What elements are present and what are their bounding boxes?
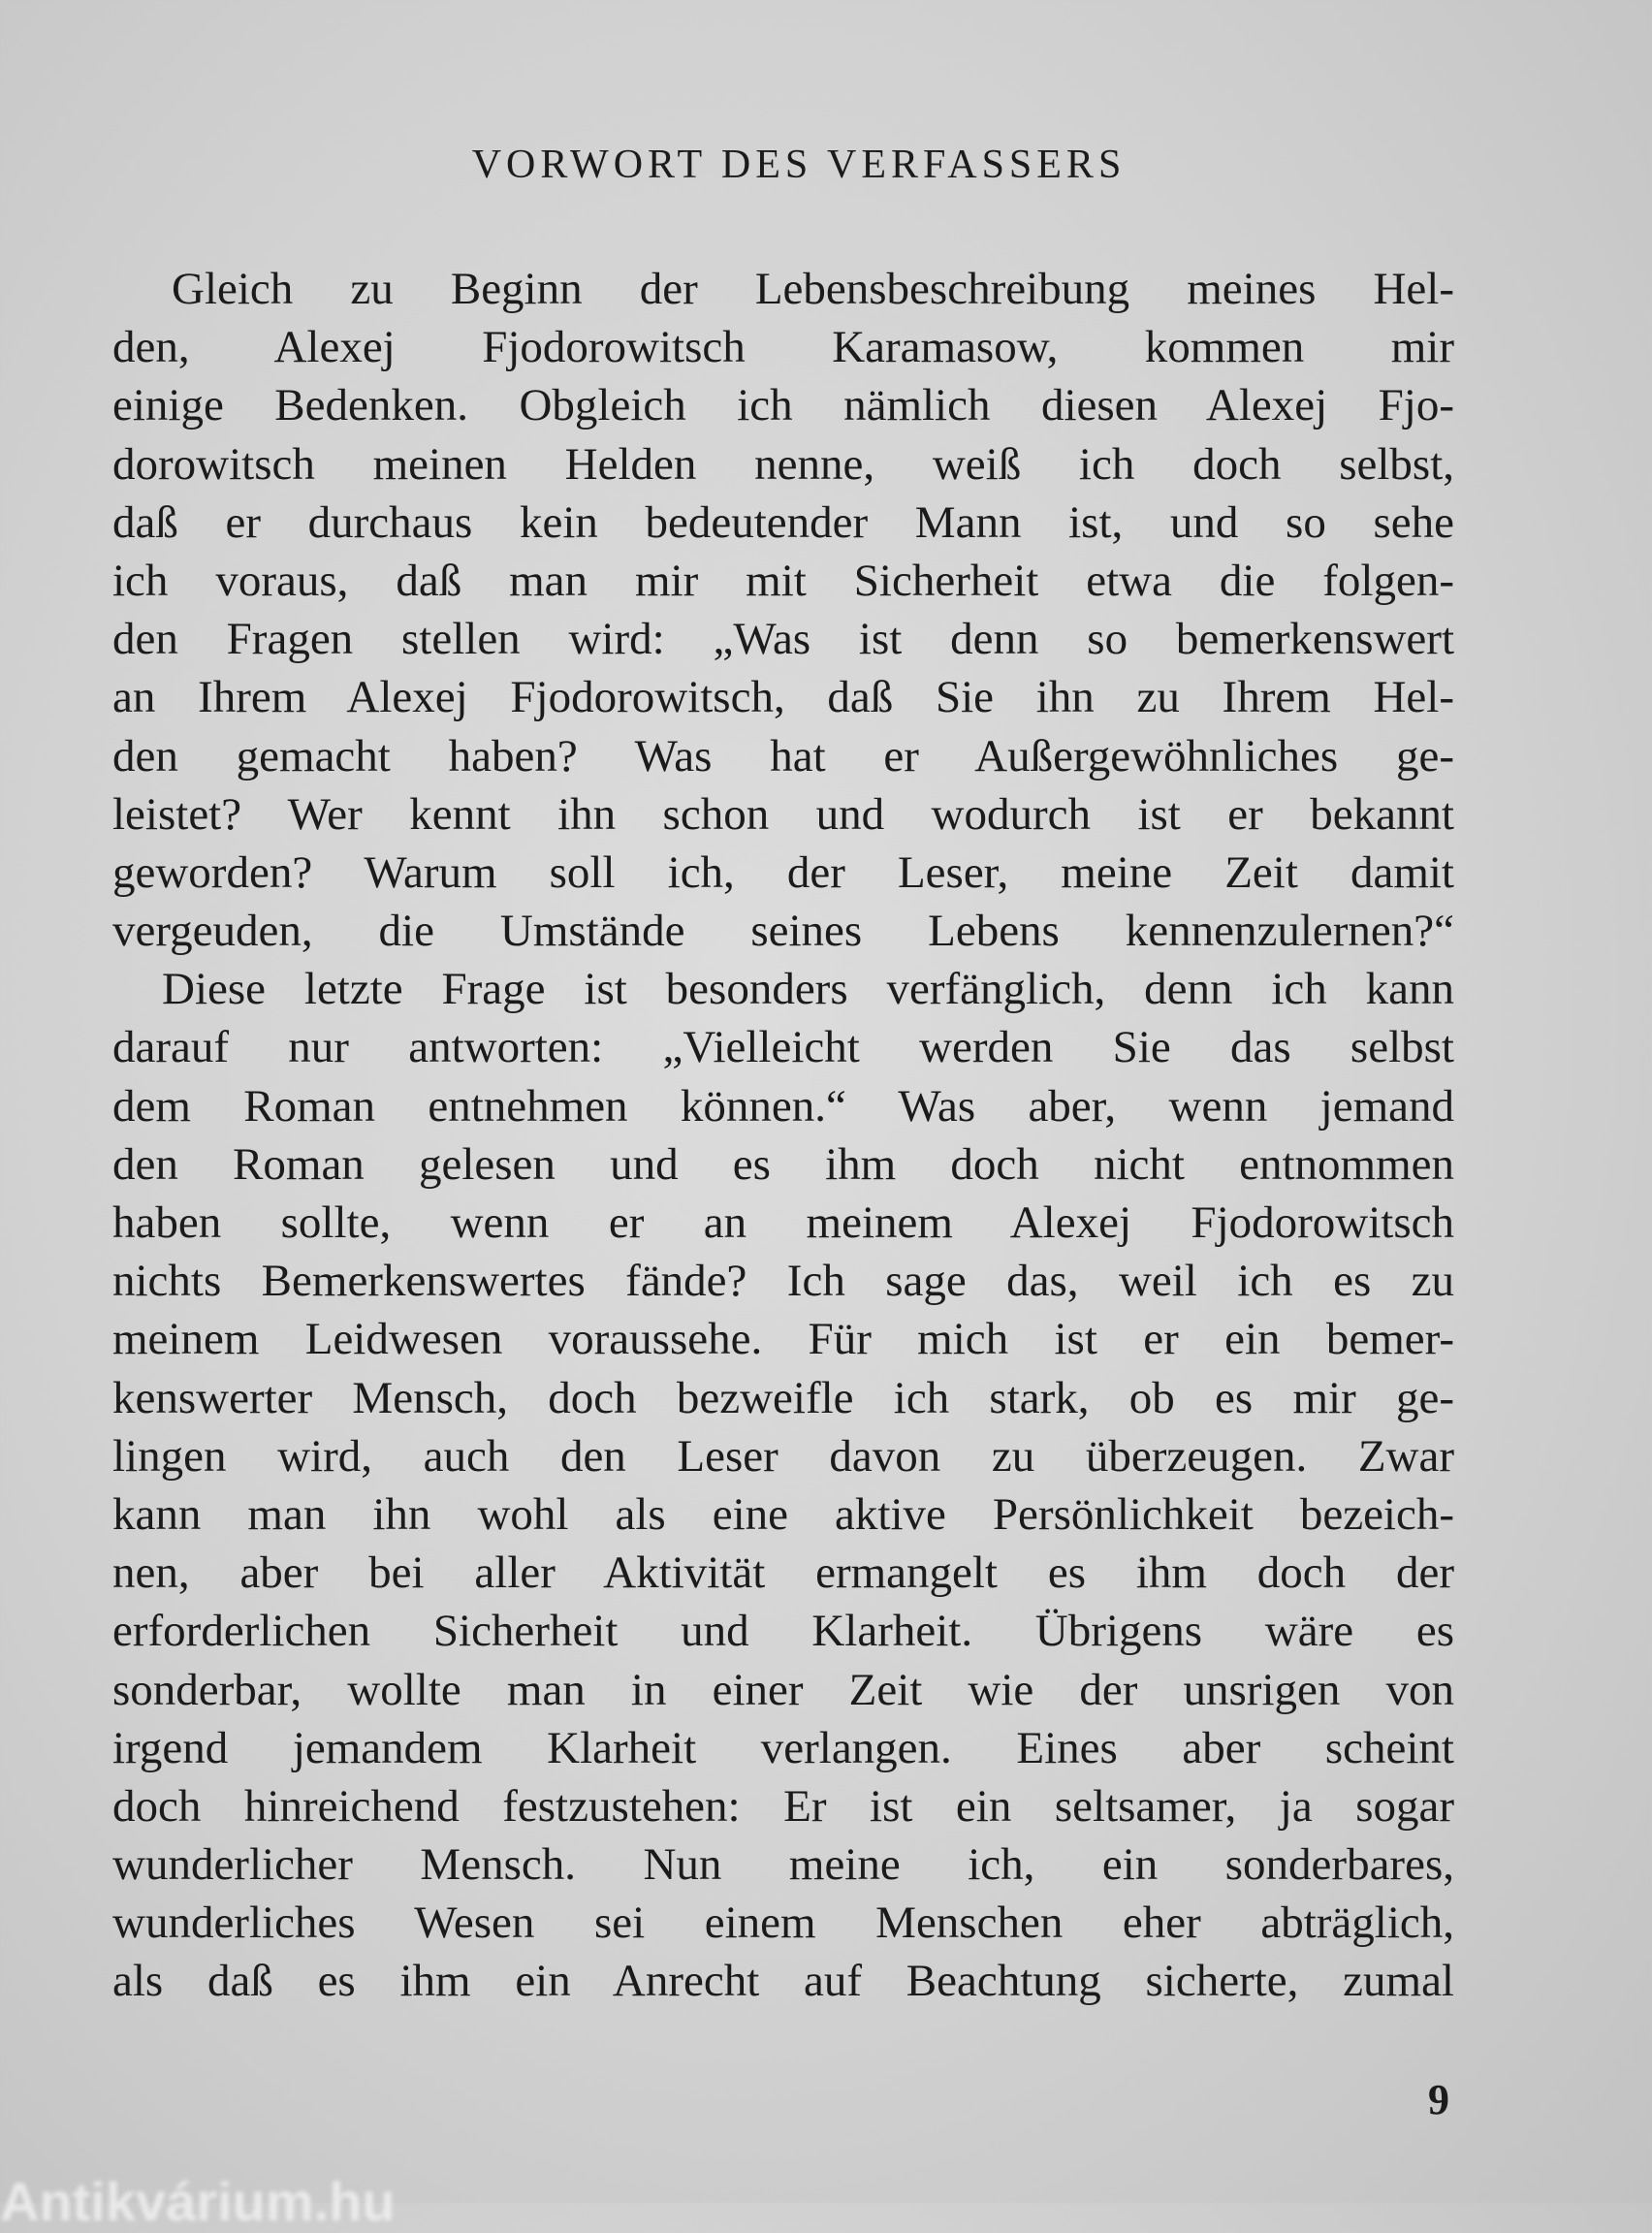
text-line: ich voraus, daß man mir mit Sicherheit etwa die folgen- <box>112 555 1454 606</box>
text-line: dem Roman entnehmen können.“ Was aber, wenn jemand <box>112 1080 1454 1132</box>
text-line: vergeuden, die Umstände seines Lebens kennenzulernen?“ <box>112 906 1454 957</box>
text-line: wunderlicher Mensch. Nun meine ich, ein sonderbares, <box>112 1839 1454 1891</box>
text-line: den Fragen stellen wird: „Was ist denn so bemerkenswert <box>112 614 1454 665</box>
text-line: als daß es ihm ein Anrecht auf Beachtung sicherte, zumal <box>112 1956 1454 2007</box>
text-line: darauf nur antworten: „Vielleicht werden Sie das selbst <box>112 1022 1454 1073</box>
text-line: den, Alexej Fjodorowitsch Karamasow, kommen mir <box>112 322 1454 373</box>
text-line: den Roman gelesen und es ihm doch nicht entnommen <box>112 1138 1454 1190</box>
text-line: nichts Bemerkenswertes fände? Ich sage das, weil ich es zu <box>112 1256 1454 1307</box>
text-line: lingen wird, auch den Leser davon zu überzeugen. Zwar <box>112 1430 1454 1482</box>
text-line: den gemacht haben? Was hat er Außergewöhnliches ge- <box>112 730 1454 782</box>
text-line: an Ihrem Alexej Fjodorowitsch, daß Sie ihn zu Ihrem Hel- <box>112 672 1454 723</box>
text-line: daß er durchaus kein bedeutender Mann ist, und so sehe <box>112 496 1454 548</box>
text-line: haben sollte, wenn er an meinem Alexej Fjodorowitsch <box>112 1197 1454 1248</box>
text-line: einige Bedenken. Obgleich ich nämlich diesen Alexej Fjo- <box>112 380 1454 431</box>
text-line: wunderliches Wesen sei einem Menschen eher abträglich, <box>112 1898 1454 1949</box>
text-line: erforderlichen Sicherheit und Klarheit. Übrigens wäre es <box>112 1606 1454 1657</box>
text-line: nen, aber bei aller Aktivität ermangelt es ihm doch der <box>112 1547 1454 1599</box>
body-text <box>112 260 1454 2011</box>
watermark: Antikvárium.hu <box>0 2171 396 2232</box>
page-number: 9 <box>1428 2076 1449 2123</box>
text-line: kann man ihn wohl als eine aktive Persönlichkeit bezeich- <box>112 1488 1454 1540</box>
text-line: geworden? Warum soll ich, der Leser, meine Zeit damit <box>112 846 1454 898</box>
text-line: doch hinreichend festzustehen: Er ist ein seltsamer, ja sogar <box>112 1780 1454 1832</box>
text-line: meinem Leidwesen voraussehe. Für mich ist er ein bemer- <box>112 1314 1454 1365</box>
chapter-title: VORWORT DES VERFASSERS <box>471 143 1127 187</box>
text-line: Diese letzte Frage ist besonders verfänglich, denn ich kann <box>162 964 1454 1015</box>
text-line: irgend jemandem Klarheit verlangen. Eines aber scheint <box>112 1722 1454 1773</box>
text-line: leistet? Wer kennt ihn schon und wodurch ist er bekannt <box>112 788 1454 840</box>
text-line: dorowitsch meinen Helden nenne, weiß ich doch selbst, <box>112 438 1454 490</box>
text-line: sonderbar, wollte man in einer Zeit wie der unsrigen von <box>112 1664 1454 1715</box>
text-line: Gleich zu Beginn der Lebensbeschreibung meines Hel- <box>172 264 1454 314</box>
text-line: kenswerter Mensch, doch bezweifle ich stark, ob es mir ge- <box>112 1372 1454 1423</box>
